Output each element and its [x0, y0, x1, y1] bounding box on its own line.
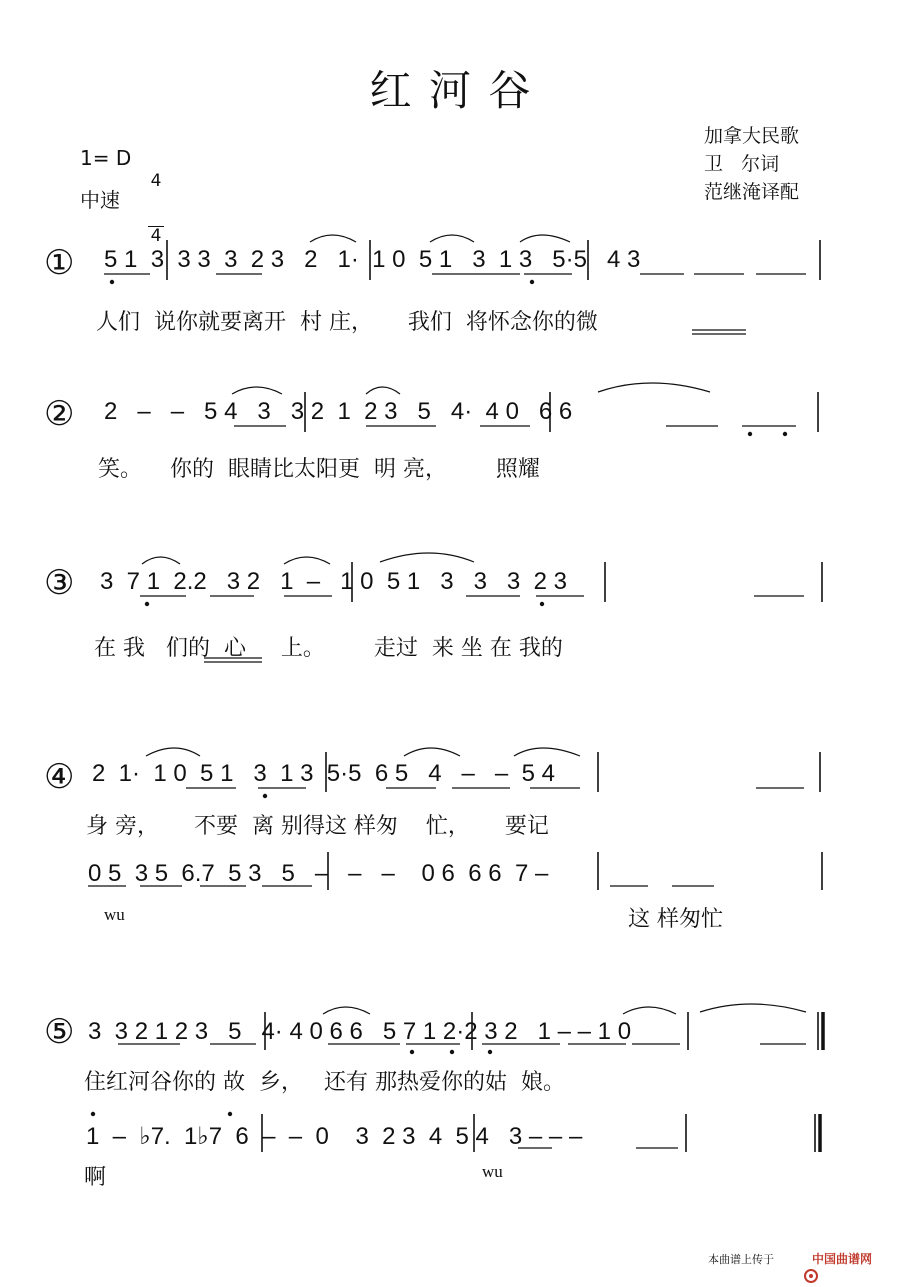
credit-translator: 范继淹译配: [704, 181, 800, 203]
notation-row-4: 2 1· 1 0 5 1 3 1 3 5·5 6 5 4 – – 5 4: [92, 760, 555, 787]
lyrics-row-3: 在 我 们的 心 上。 走过 来 坐 在 我的: [94, 636, 563, 661]
song-title: 红 河 谷: [369, 66, 533, 115]
row-marker-5: ⑤: [44, 1012, 75, 1052]
lower-octave-dot: [488, 1050, 492, 1054]
slur: [380, 553, 474, 562]
notation-row-5: 3 3 2 1 2 3 5 4· 4 0 6 6 5 7 1 2·2 3 2 1 – – 1 0: [88, 1018, 632, 1045]
lyrics-row-2: 笑。 你的 眼睛比太阳更 明 亮， 照耀: [98, 457, 540, 482]
harmony-1-lyric-left: wu: [104, 905, 125, 924]
slur: [146, 748, 200, 756]
upper-octave-dot: [228, 1112, 232, 1116]
lower-octave-dot: [110, 280, 114, 284]
credit-origin: 加拿大民歌: [704, 125, 800, 147]
row-marker-2: ②: [44, 394, 75, 434]
lyrics-row-5: 住红河谷你的 故 乡， 还有 那热爱你的姑 娘。: [84, 1070, 565, 1095]
slur: [404, 748, 460, 756]
slur: [284, 557, 330, 564]
slur: [520, 235, 570, 242]
lower-octave-dot: [748, 432, 752, 436]
time-signature-numerator: 4: [150, 171, 162, 191]
slur: [700, 1004, 806, 1012]
slur: [142, 557, 180, 564]
credit-lyricist: 卫 尔词: [704, 153, 780, 175]
harmony-row-2: 1 – ♭7. 1♭7 6 – – 0 3 2 3 4 5 4 3 – – –: [86, 1123, 583, 1150]
lyrics-row-1: 人们 说你就要离开 村 庄， 我们 将怀念你的微: [96, 310, 598, 335]
footer-upload-note: 本曲谱上传于: [708, 1253, 774, 1266]
upper-octave-dot: [91, 1112, 95, 1116]
row-marker-4: ④: [44, 757, 75, 797]
time-signature-denominator: 4: [148, 226, 164, 245]
lower-octave-dot: [410, 1050, 414, 1054]
row-marker-1: ①: [44, 243, 75, 283]
lower-octave-dot: [540, 602, 544, 606]
tempo-marking: 中速: [80, 188, 120, 212]
slur: [366, 387, 400, 394]
notation-row-2: 2 – – 5 4 3 3 2 1 2 3 5 4· 4 0 6 6: [104, 398, 573, 425]
slur: [514, 748, 580, 756]
lyrics-row-4: 身 旁， 不要 离 别得这 样匆 忙， 要记: [86, 814, 549, 839]
harmony-row-1: 0 5 3 5 6.7 5 3 5 – – – 0 6 6 6 7 –: [88, 860, 549, 887]
row-marker-3: ③: [44, 563, 75, 603]
lower-octave-dot: [145, 602, 149, 606]
notation-row-3: 3 7 1 2.2 3 2 1 – 1 0 5 1 3 3 3 2 3: [100, 568, 567, 595]
key-signature: 1= D: [80, 146, 132, 170]
slur: [598, 383, 710, 392]
slur: [310, 235, 356, 242]
harmony-1-lyric-right: 这 样匆忙: [628, 907, 723, 932]
slur: [430, 235, 474, 242]
harmony-2-lyric-left: 啊: [84, 1165, 107, 1190]
lower-octave-dot: [263, 794, 267, 798]
lower-octave-dot: [530, 280, 534, 284]
harmony-2-lyric-right: wu: [482, 1162, 503, 1181]
footer-site-name: 中国曲谱网: [812, 1252, 873, 1266]
lower-octave-dot: [783, 432, 787, 436]
slur: [623, 1007, 676, 1014]
lower-octave-dot: [450, 1050, 454, 1054]
slur: [232, 387, 282, 394]
notation-row-1: 5 1 3 3 3 3 2 3 2 1· 1 0 5 1 3 1 3 5·5 4 3: [104, 246, 641, 273]
slur: [323, 1007, 370, 1014]
